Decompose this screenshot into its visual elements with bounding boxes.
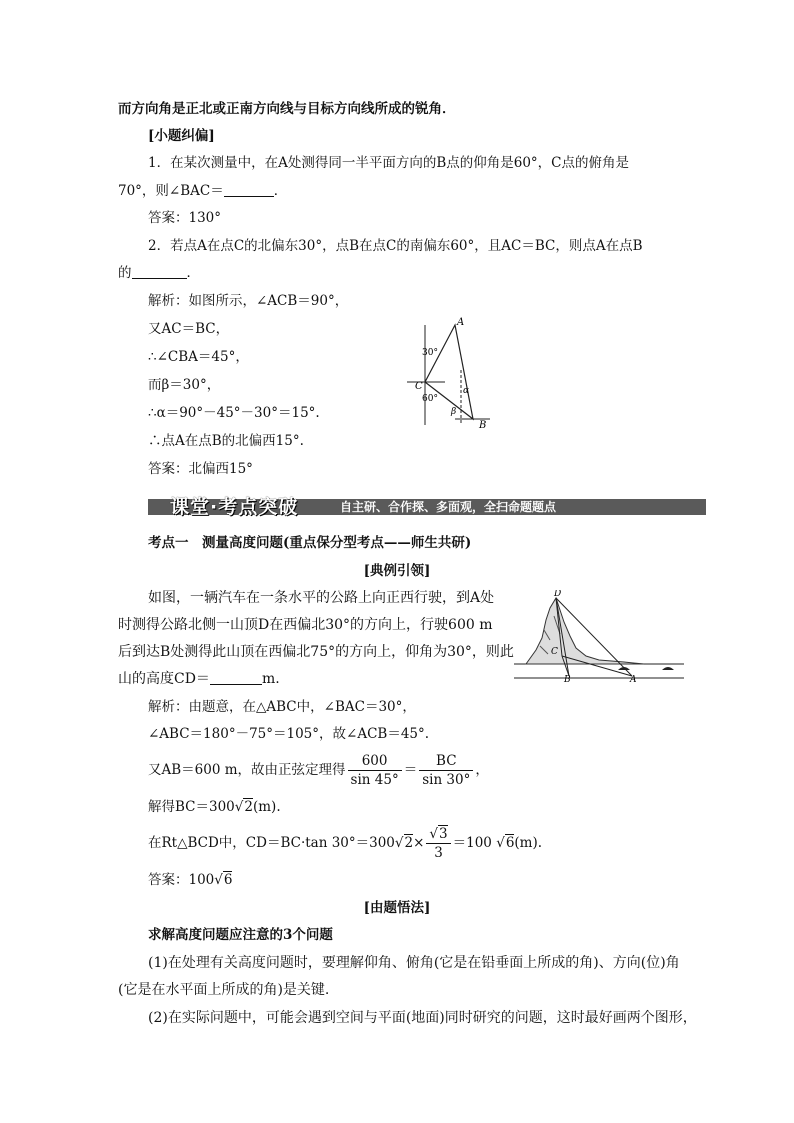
label-c: C bbox=[551, 647, 558, 657]
sol-line-5-text: 在Rt△BCD中，CD＝BC·tan 30°＝300 bbox=[148, 835, 395, 851]
frac-den: sin 30° bbox=[422, 772, 471, 788]
sol-line-3-text: 又AB＝600 m，故由正弦定理得 bbox=[148, 762, 346, 778]
problem-last-text: 山的高度CD＝ bbox=[118, 671, 210, 687]
q2-blank bbox=[132, 264, 187, 279]
frac-num: BC bbox=[419, 752, 473, 771]
triangle-acb bbox=[425, 325, 473, 419]
q2-line2 bbox=[118, 263, 200, 283]
section-banner bbox=[148, 497, 706, 517]
label-a: A bbox=[457, 317, 465, 328]
q1-blank bbox=[224, 182, 274, 197]
times-sign: × bbox=[413, 835, 425, 851]
sol-line-4-end: (m). bbox=[252, 799, 281, 815]
q2-sol-line: 解析：如图所示，∠ACB＝90°， bbox=[148, 293, 349, 309]
label-c: C bbox=[415, 381, 423, 392]
sqrt-radicand: 3 bbox=[439, 826, 448, 842]
problem-last-unit: m. bbox=[261, 671, 280, 687]
section-xiaoti-heading: [小题纠偏] bbox=[148, 128, 215, 144]
fraction-600-sin45 bbox=[348, 752, 402, 789]
sol-line-5: 在Rt△BCD中，CD＝BC·tan 30°＝300√2× $\frac{√3}{3}$ ＝100 √6(m). bbox=[148, 826, 543, 861]
sqrt-radicand: 2 bbox=[404, 835, 414, 851]
mountain-shape bbox=[526, 598, 644, 664]
cd-blank bbox=[210, 670, 262, 685]
q1-line1: 1．在某次测量中，在A处测得同一半平面方向的B点的仰角是60°，C点的俯角是 bbox=[148, 155, 630, 171]
q1-line2-end: ． bbox=[273, 183, 288, 199]
answer-text: 答案：100 bbox=[148, 872, 215, 888]
kaodian-heading: 考点一 测量高度问题(重点保分型考点——师生共研) bbox=[148, 535, 472, 551]
label-alpha: α bbox=[463, 386, 470, 396]
q2-line2-end: ． bbox=[186, 265, 200, 281]
q2-sol-line: 又AC＝BC， bbox=[148, 321, 230, 337]
q2-line2-text: 的 bbox=[118, 265, 132, 281]
youti-subheading: 求解高度问题应注意的3个问题 bbox=[148, 927, 333, 943]
q2-answer: 答案：北偏西15° bbox=[148, 461, 253, 477]
q2-sol-line: 而β＝30°， bbox=[148, 377, 221, 393]
youti-heading: [由题悟法] bbox=[363, 900, 431, 916]
problem-line: 后到达B处测得此山顶在西偏北75°的方向上，仰角为30°，则此 bbox=[118, 644, 514, 660]
frac-den: sin 45° bbox=[350, 772, 399, 788]
car-icon bbox=[662, 667, 674, 670]
sol-line-5-mid: ＝100 bbox=[452, 835, 492, 851]
sqrt-radicand: 6 bbox=[505, 835, 515, 851]
problem-line: 如图，一辆汽车在一条水平的公路上向正西行驶，到A处 bbox=[148, 590, 495, 606]
q1-line2 bbox=[118, 181, 287, 201]
problem-line: 时测得公路北侧一山顶D在西偏北30°的方向上，行驶600 m bbox=[118, 617, 493, 633]
q1-line2-text: 70°，则∠BAC＝ bbox=[118, 183, 224, 199]
label-d: D bbox=[554, 590, 562, 599]
kaodian-answer: 答案：100√6 bbox=[148, 872, 233, 888]
label-b: B bbox=[479, 420, 487, 430]
mountain-figure bbox=[514, 590, 684, 682]
q2-sol-line: ∴∠CBA＝45°， bbox=[148, 349, 249, 365]
car-a-icon bbox=[618, 667, 630, 670]
equals-sign: ＝ bbox=[403, 762, 418, 778]
dianli-heading: [典例引领] bbox=[363, 563, 431, 579]
sol-line-4: 解得BC＝300√2(m). bbox=[148, 799, 281, 815]
youti-p1-line2: (它是在水平面上所成的角)是关键. bbox=[118, 982, 330, 998]
sqrt-radicand: 6 bbox=[223, 872, 233, 888]
sol-line-4-text: 解得BC＝300 bbox=[148, 799, 235, 815]
q2-line1: 2．若点A在点C的北偏东30°，点B在点C的南偏东60°，且AC＝BC，则点A在点B bbox=[148, 238, 643, 254]
frac-num: 600 bbox=[348, 752, 402, 771]
sol-line-3-end: ， bbox=[475, 762, 489, 778]
q2-sol-line: ∴点A在点B的北偏西15°. bbox=[148, 433, 304, 449]
q2-triangle-figure bbox=[395, 315, 505, 430]
label-a: A bbox=[630, 675, 637, 682]
sol-line-5-end: (m). bbox=[514, 835, 543, 851]
label-beta: β bbox=[451, 407, 457, 417]
fraction-sqrt3-3 bbox=[426, 825, 450, 862]
sqrt-radicand: 2 bbox=[244, 799, 253, 815]
frac-den: 3 bbox=[434, 845, 443, 861]
sol-line-1: 解析：由题意，在△ABC中，∠BAC＝30°， bbox=[148, 699, 416, 715]
label-b: B bbox=[564, 675, 571, 682]
label-30deg: 30° bbox=[422, 348, 438, 358]
youti-p1-line1: (1)在处理有关高度问题时，要理解仰角、俯角(它是在铅垂面上所成的角)、方向(位)角 bbox=[148, 955, 680, 971]
sol-line-3 bbox=[148, 750, 489, 790]
banner-title: 课堂·考点突破 bbox=[170, 496, 299, 518]
label-60deg: 60° bbox=[422, 394, 438, 404]
sol-line-2: ∠ABC＝180°－75°＝105°，故∠ACB＝45°. bbox=[148, 726, 430, 742]
youti-p2-line1: (2)在实际问题中，可能会遇到空间与平面(地面)同时研究的问题，这时最好画两个图形， bbox=[148, 1010, 697, 1026]
intro-text: 而方向角是正北或正南方向线与目标方向线所成的锐角． bbox=[118, 101, 456, 117]
q2-sol-line: ∴α＝90°－45°－30°＝15°. bbox=[148, 405, 320, 421]
problem-last-line bbox=[118, 669, 280, 689]
banner-subtitle: 自主研、合作探、多面观，全扫命题题点 bbox=[340, 500, 557, 514]
frac-num: √3 bbox=[426, 825, 450, 844]
q1-answer: 答案：130° bbox=[148, 210, 222, 226]
fraction-bc-sin30 bbox=[419, 752, 473, 789]
